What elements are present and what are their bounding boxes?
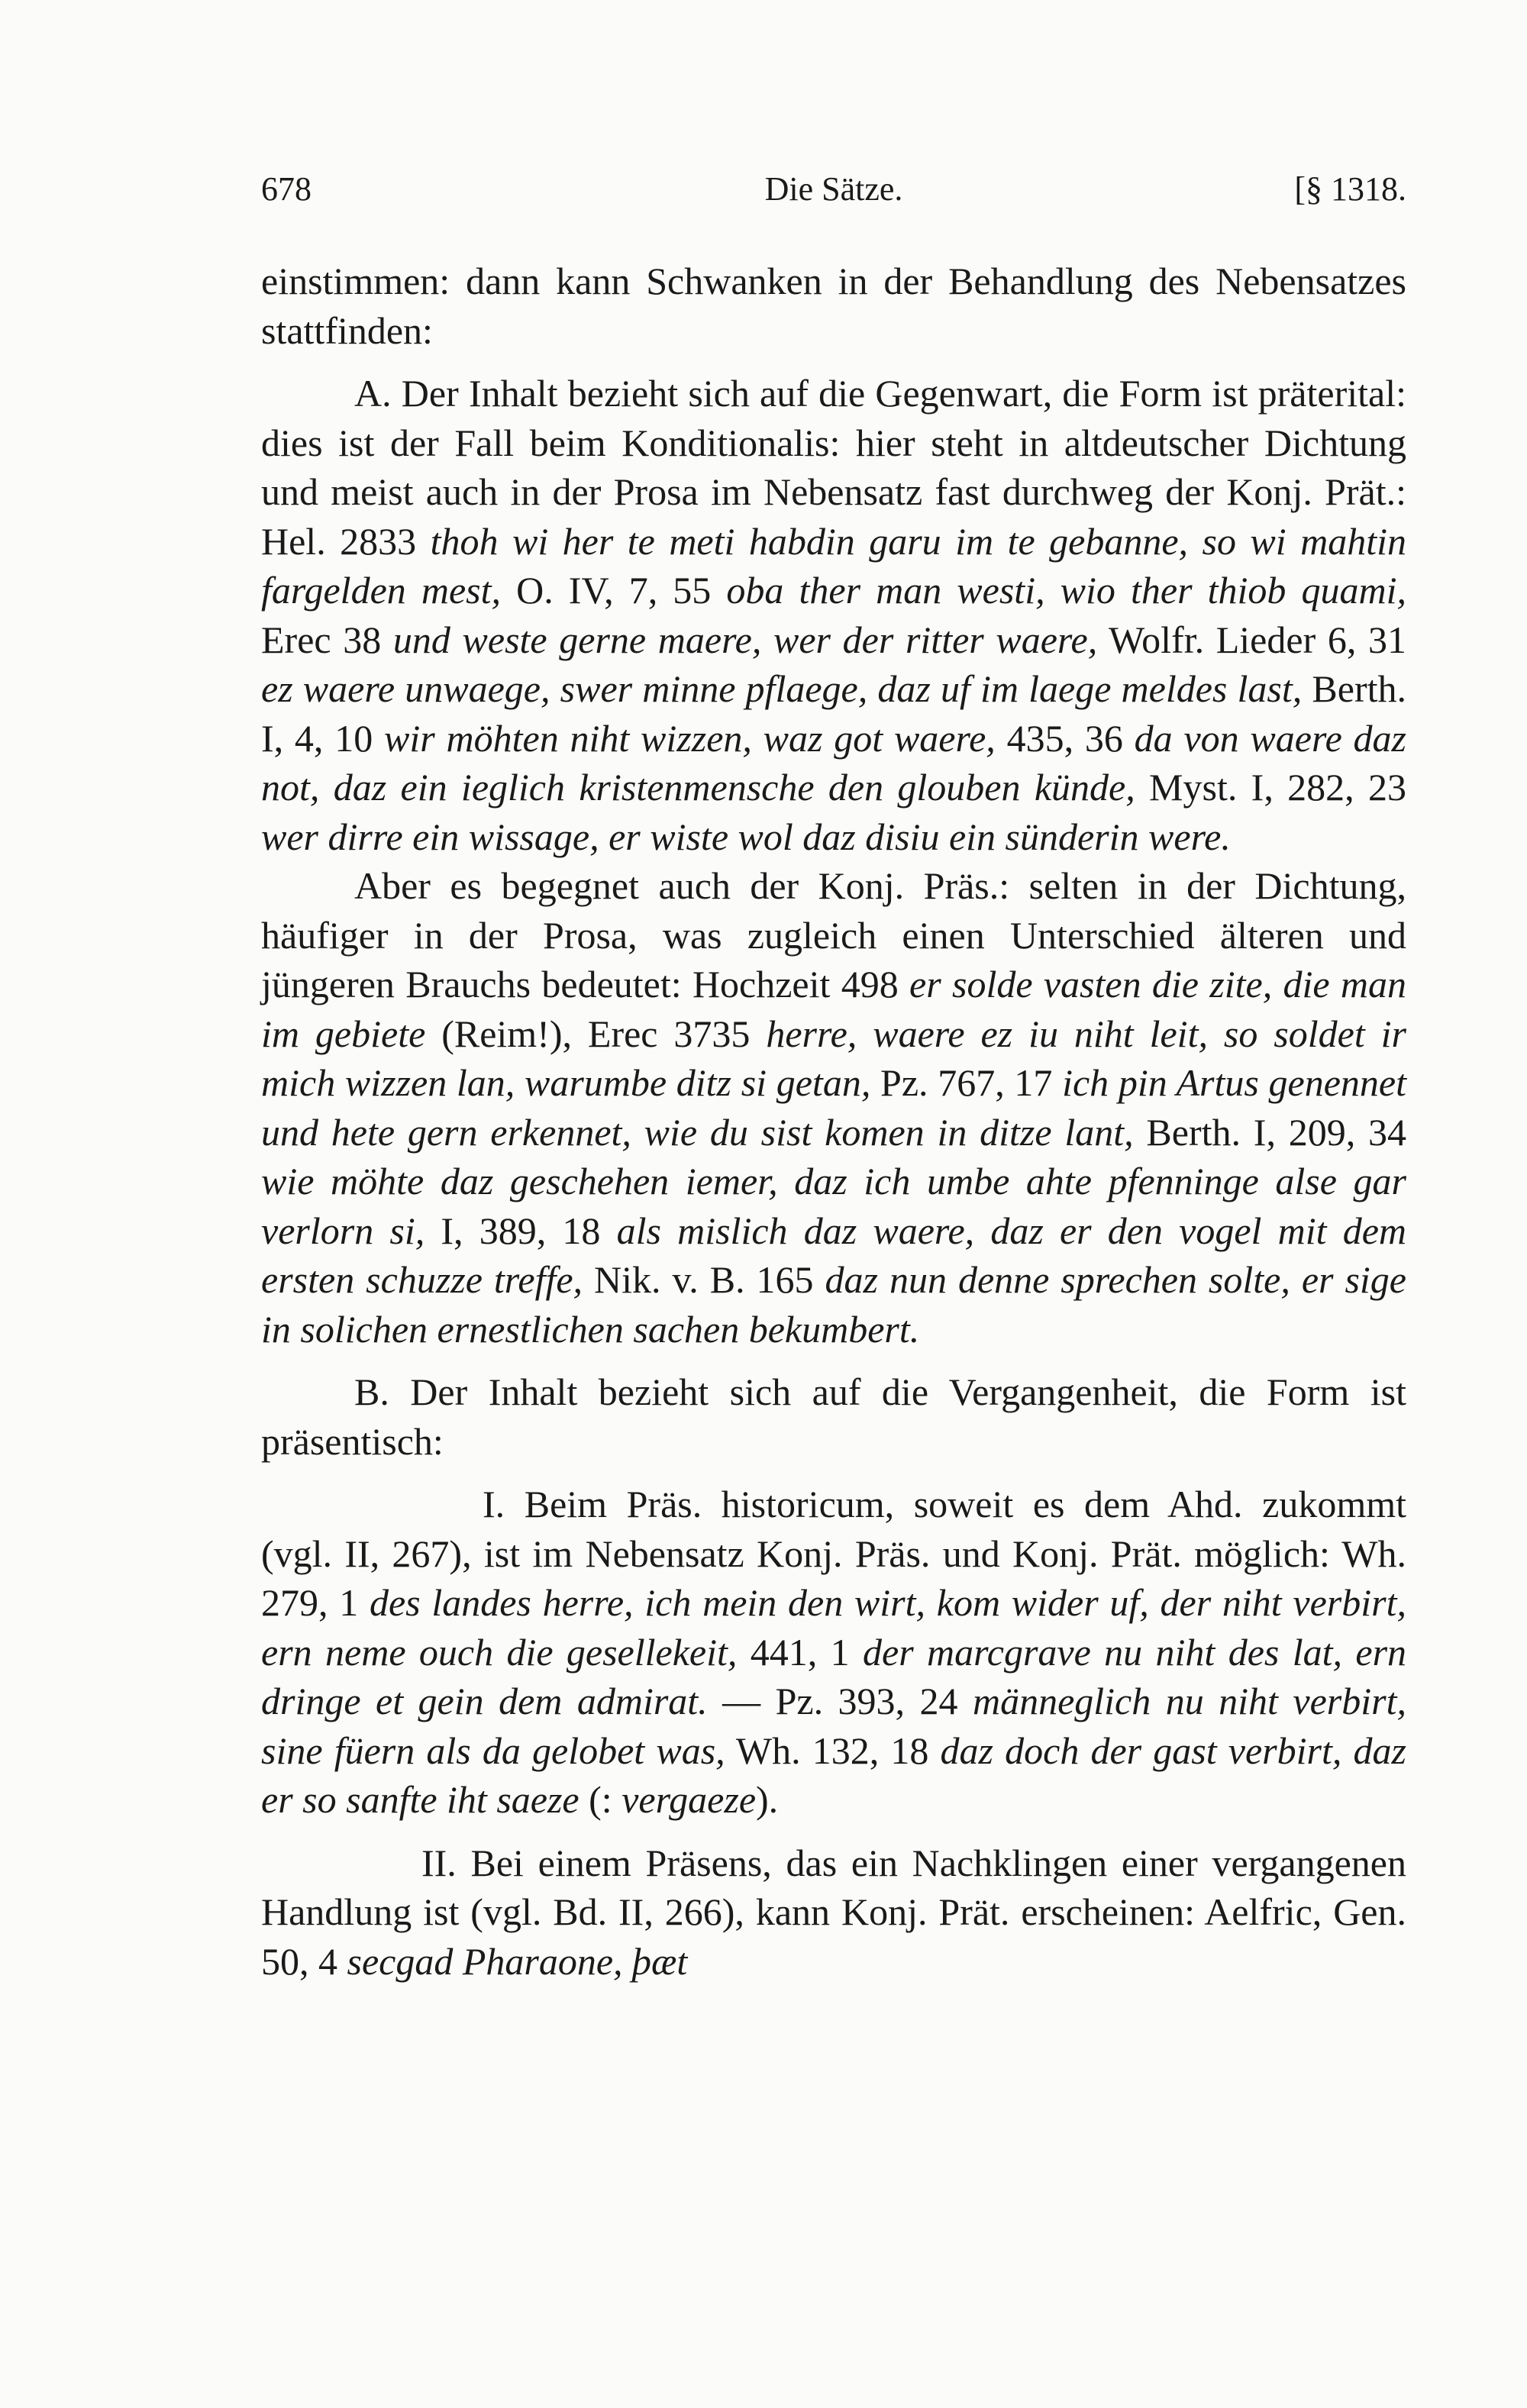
- paragraph-section-a: [261, 369, 1406, 861]
- body-run: — Pz. 393, 24: [707, 1680, 973, 1722]
- paragraph-section-b-ii: [261, 1838, 1406, 1987]
- body-run: 441, 1: [737, 1630, 864, 1674]
- body-run: 435, 36: [995, 716, 1135, 760]
- body-run: Myst. I, 282, 23: [1135, 766, 1406, 809]
- body-run: (:: [579, 1778, 622, 1821]
- body-run: ).: [756, 1778, 779, 1821]
- running-header: [261, 169, 1406, 215]
- quotation-italic: daz doch der gast verbirt, daz er so sanfte iht saeze: [261, 1729, 1406, 1821]
- body-run: A. Der Inhalt bezieht sich auf die Gegenwart, die Form ist präterital: dies ist der Fall beim Konditionalis: hier steht in altdeutscher Dichtung und meist auch in der Prosa im Nebensatz fast durchweg der Konj. Prät.: Hel. 2833: [261, 372, 1406, 563]
- quotation-italic: da von waere daz not, daz ein ieglich kristenmensche den glouben künde,: [261, 716, 1406, 809]
- body-run: I, 389, 18: [425, 1209, 617, 1252]
- body-run: Berth. I, 4, 10: [261, 667, 1407, 760]
- quotation-italic: wie möhte daz geschehen iemer, daz ich umbe ahte pfenninge alse gar verlorn si,: [261, 1160, 1406, 1252]
- body-run: Berth. I, 209, 34: [1133, 1110, 1407, 1154]
- paragraph-section-a-continued: [261, 861, 1406, 1354]
- running-title: Die Sätze.: [764, 170, 903, 208]
- quotation-italic: wir möhten niht wizzen, waz got waere,: [384, 716, 996, 760]
- quotation-italic: wer dirre ein wissage, er wiste wol daz disiu ein sünderin were.: [261, 815, 1231, 858]
- paragraph-continuation: [261, 257, 1406, 355]
- quotation-italic: thoh wi her te meti habdin garu im te gebanne, so wi mahtin fargelden mest,: [261, 519, 1406, 612]
- body-run: Wh. 132, 18: [725, 1729, 941, 1772]
- body-run: Aber es begegnet auch der Konj. Präs.: selten in der Dichtung, häufiger in der Prosa, was zugleich einen Unterschied älteren und jüngeren Brauchs bedeutet: Hochzeit 498: [261, 864, 1406, 1005]
- paragraph-section-b-i: [261, 1480, 1406, 1825]
- section-reference: [§ 1318.: [1294, 170, 1406, 208]
- body-run: Erec 38: [261, 618, 393, 661]
- body-text: [261, 257, 1406, 1986]
- quotation-italic: männeglich nu niht verbirt, sine füern als da gelobet was,: [261, 1680, 1406, 1772]
- body-run: einstimmen: dann kann Schwanken in der Behandlung des Nebensatzes stattfinden:: [261, 260, 1406, 352]
- paragraph-section-b: [261, 1367, 1406, 1466]
- quotation-italic: des landes herre, ich mein den wirt, kom wider uf, der niht verbirt, ern neme ouch die gesellekeit,: [261, 1581, 1406, 1674]
- body-run: II. Bei einem Präsens, das ein Nachklingen einer vergangenen Handlung ist (vgl. Bd. II, 266), kann Konj. Prät. erscheinen: Aelfric, Gen. 50, 4: [261, 1841, 1406, 1983]
- quotation-italic: ich pin Artus genennet und hete gern erkennet, wie du sist komen in ditze lant,: [261, 1061, 1407, 1154]
- body-run: B. Der Inhalt bezieht sich auf die Vergangenheit, die Form ist präsentisch:: [261, 1370, 1406, 1463]
- body-run: (Reim!), Erec 3735: [425, 1012, 767, 1055]
- page-number: 678: [261, 170, 312, 208]
- body-run: O. IV, 7, 55: [501, 569, 727, 612]
- quotation-italic: ez waere unwaege, swer minne pflaege, daz uf im laege meldes last,: [261, 667, 1303, 710]
- quotation-italic: vergaeze: [621, 1778, 757, 1821]
- quotation-italic: secgad Pharaone, þæt: [347, 1939, 688, 1983]
- body-run: I. Beim Präs. historicum, soweit es dem Ahd. zukommt (vgl. II, 267), ist im Nebensatz Konj. Präs. und Konj. Prät. möglich: Wh. 279, 1: [261, 1483, 1406, 1624]
- quotation-italic: herre, waere ez iu niht leit, so soldet ir mich wizzen lan, warumbe ditz si getan,: [261, 1012, 1406, 1104]
- quotation-italic: daz nun denne sprechen solte, er sige in solichen ernestlichen sachen bekumbert.: [261, 1258, 1406, 1351]
- body-run: Pz. 767, 17: [870, 1061, 1063, 1104]
- quotation-italic: er solde vasten die zite, die man im gebiete: [261, 963, 1407, 1055]
- quotation-italic: oba ther man westi, wio ther thiob quami,: [726, 569, 1407, 612]
- quotation-italic: und weste gerne maere, wer der ritter waere,: [392, 618, 1098, 661]
- quotation-italic: der marcgrave nu niht des lat, ern dringe et gein dem admirat.: [261, 1630, 1407, 1722]
- quotation-italic: als mislich daz waere, daz er den vogel mit dem ersten schuzze treffe,: [261, 1209, 1406, 1301]
- body-run: Wolfr. Lieder 6, 31: [1097, 618, 1407, 661]
- body-run: Nik. v. B. 165: [583, 1258, 825, 1301]
